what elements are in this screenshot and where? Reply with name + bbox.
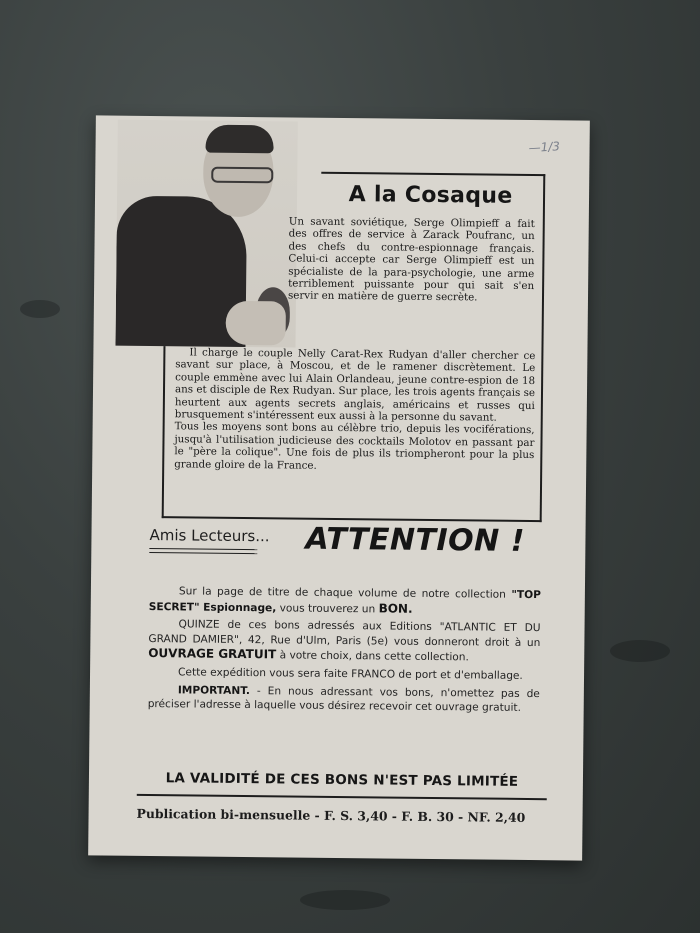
publication-info: Publication bi-mensuelle - F. S. 3,40 - F. B. 30 - NF. 2,40 — [136, 805, 526, 825]
coupon-notice — [148, 584, 541, 719]
synopsis-continuation — [174, 346, 535, 474]
notice-text: à votre choix, dans cette collection. — [276, 649, 469, 664]
pencil-annotation: —1/3 — [527, 139, 560, 156]
greeting-underline — [149, 552, 257, 554]
greeting-text: Amis Lecteurs... — [149, 526, 270, 546]
notice-paragraph: Cette expédition vous sera faite FRANCO de port et d'emballage. — [177, 666, 523, 682]
free-book-offer: OUVRAGE GRATUIT — [148, 646, 277, 662]
notice-paragraph — [149, 584, 541, 618]
frame-top-rule — [321, 172, 545, 176]
collection-name: "TOP SECRET" Espionnage, — [148, 588, 541, 614]
attention-headline: ATTENTION ! — [305, 521, 526, 559]
table-surface-mark — [300, 890, 390, 910]
important-label: IMPORTANT. — [177, 683, 250, 697]
synopsis-intro — [288, 215, 535, 304]
frame-left-rule — [162, 346, 166, 518]
synopsis-paragraph: Un savant soviétique, Serge Olimpieff a fait des offres de service à Zarack Poufranc, un des chefs du contre-espionnage français. Celui-ci accepte car Serge Olimpieff est un spécialiste de la para-psychologie, une arme terriblement puissante pour qui sait s'en servir en matière de guerre secrète. — [287, 215, 535, 304]
notice-text: QUINZE de ces bons adressés aux Editions "ATLANTIC ET DU GRAND DAMIER", 42, Rue d'Ulm, Paris (5e) vous donneront droit à un — [148, 618, 541, 649]
footer-rule — [137, 794, 547, 800]
notice-paragraph — [148, 617, 540, 666]
booklet-back-cover — [88, 115, 590, 860]
table-surface-mark — [610, 640, 670, 662]
table-surface-mark — [20, 300, 60, 318]
photo-hair — [206, 125, 274, 154]
notice-paragraph — [148, 683, 540, 716]
synopsis-paragraph: Il charge le couple Nelly Carat-Rex Rudyan d'aller chercher ce savant sur place, à Moscou, et de le ramener discrètement. Le couple emmène avec lui Alain Orlandeau, jeune contre-espion de 18 ans et disciple de Rex Rudyan. Sur place, les trois agents français se heurtent aux agents secrets anglais, américains et russes qui brusquement s'intéressent eux aussi à la personne du savant. — [174, 346, 536, 424]
greeting-underline — [149, 548, 257, 550]
book-title: A la Cosaque — [348, 182, 513, 209]
bon-word: BON. — [378, 601, 413, 616]
notice-text: vous trouverez un — [276, 601, 379, 616]
notice-text: Sur la page de titre de chaque volume de notre collection — [178, 585, 512, 601]
notice-text: - En nous adressant vos bons, n'omettez pas de préciser l'adresse à laquelle vous désirez recevoir cet ouvrage gratuit. — [147, 684, 540, 715]
validity-statement: LA VALIDITÉ DE CES BONS N'EST PAS LIMITÉE — [165, 770, 519, 790]
synopsis-paragraph: Tous les moyens sont bons au célèbre trio, depuis les vociférations, jusqu'à l'utilisation judicieuse des cocktails Molotov en passant par le "père la colique". Une fois de plus ils triompheront pour la plus grande gloire de la France. — [174, 420, 535, 472]
